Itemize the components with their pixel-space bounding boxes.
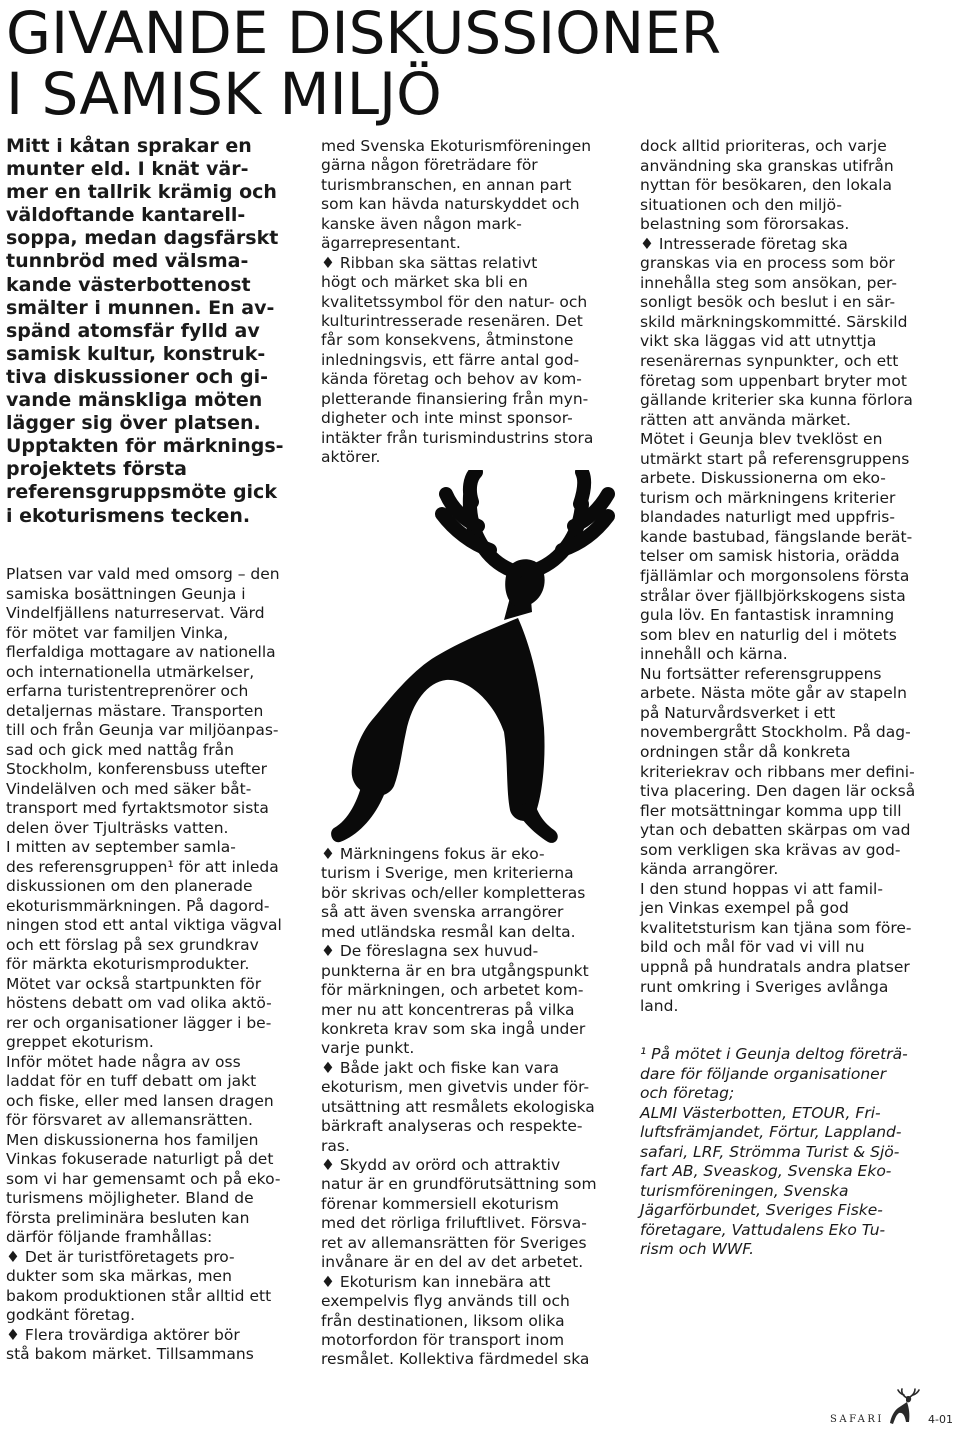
col3-line: runt omkring i Sveriges avlånga — [640, 977, 889, 996]
footnote-line: fart AB, Sveaskog, Svenska Eko- — [640, 1162, 892, 1180]
col1-line: sad och gick med nattåg från — [6, 740, 234, 759]
col1-line: och ett förslag på sex grundkrav — [6, 935, 259, 954]
col2-bottom-line: så att även svenska arrangörer — [321, 903, 564, 922]
col3-line: blandades naturligt med uppfris- — [640, 508, 895, 527]
col1-line: därför följande framhållas: — [6, 1228, 213, 1246]
col3-line: granskas via en process som bör — [640, 254, 895, 273]
lead-line: soppa, medan dagsfärskt — [6, 227, 279, 250]
col3-line: kvalitetsturism kan tjäna som före- — [640, 918, 912, 937]
col2-bottom-line: med utländska resmål kan delta. — [321, 922, 576, 941]
col3-line: strålar över fjällbjörkskogens sista — [640, 586, 906, 605]
lead-line: spänd atomsfär fylld av — [6, 319, 260, 342]
lead-line: väldoftande kantarell- — [6, 204, 246, 227]
col3-line: land. — [640, 997, 679, 1016]
col1-line: laddat för en tuff debatt om jakt — [6, 1072, 257, 1090]
col2-bottom-line: ras. — [321, 1136, 350, 1155]
footnote-line: ALMI Västerbotten, ETOUR, Fri- — [640, 1103, 881, 1122]
col1-line: ♦ Det är turistföretagets pro- — [6, 1247, 235, 1266]
lead-line: Upptakten för märknings- — [6, 435, 284, 458]
col3-line: som blev en naturlig del i mötets — [640, 625, 897, 644]
col2-bottom-line: punkterna är en bra utgångspunkt — [321, 961, 589, 980]
col2-bottom-line: resmålet. Kollektiva färdmedel ska — [321, 1350, 590, 1369]
col1-line: och fiske, eller med lansen dragen — [6, 1091, 274, 1110]
lead-line: samisk kultur, konstruk- — [6, 342, 266, 365]
body-column-2-bottom — [321, 845, 597, 1370]
col2-top-line: ♦ Ribban ska sättas relativt — [321, 253, 538, 272]
lead-line: Mitt i kåtan sprakar en — [6, 135, 252, 157]
col1-line: Vindelfjällens naturreservat. Värd — [6, 604, 265, 622]
col1-line: Vindelälven och med säker båt- — [6, 779, 252, 798]
lead-line: smälter i munnen. En av- — [6, 296, 275, 319]
col3-line: resenärernas synpunkter, och ett — [640, 352, 899, 371]
col3-line: uppnå på hundratals andra platser — [640, 957, 910, 976]
reindeer-logo-icon — [885, 1388, 925, 1428]
col2-top-line: får som konsekvens, åtminstone — [321, 331, 574, 350]
col1-line: delen över Tjulträsks vatten. — [6, 818, 229, 837]
lead-line: kande västerbottenost — [6, 273, 251, 296]
col2-top-line: ägarrepresentant. — [321, 234, 461, 253]
col1-line: detaljernas mästare. Transporten — [6, 701, 264, 720]
col2-top-line: turismbranschen, en annan part — [321, 175, 572, 194]
col1-line: Men diskussionerna hos familjen — [6, 1130, 259, 1149]
col3-line: ytan och debatten skärpas om vad — [640, 821, 911, 840]
col1-line: samiska bosättningen Geunja i — [6, 584, 246, 603]
col3-line: sonligt besök och beslut i en sär- — [640, 293, 896, 312]
col3-line: fler motsättningar komma upp till — [640, 801, 902, 820]
col1-line: för försvaret av allemansrätten. — [6, 1111, 253, 1129]
col3-line: belastning som förorsakas. — [640, 215, 850, 234]
col3-line: arbete. Diskussionerna om eko- — [640, 469, 886, 488]
col1-line: turismens möjligheter. Bland de — [6, 1189, 254, 1207]
col3-line: nyttan för besökaren, den lokala — [640, 176, 892, 195]
col3-line: fjällämlar och morgonsolens första — [640, 567, 910, 586]
col1-line: I mitten av september samla- — [6, 838, 236, 856]
footnote — [640, 1045, 908, 1260]
col1-line: som vi har gemensamt och på eko- — [6, 1169, 281, 1188]
col1-line: för märkta ekoturismprodukter. — [6, 955, 250, 973]
col3-line: ordningen står då konkreta — [640, 742, 851, 761]
col1-line: ♦ Flera trovärdiga aktörer bör — [6, 1325, 240, 1344]
footnote-line: Jägarförbundet, Sveriges Fiske- — [640, 1201, 883, 1219]
footnote-line: företagare, Vattudalens Eko Tu- — [640, 1220, 886, 1239]
col1-line: och internationella utmärkelser, — [6, 662, 255, 681]
col2-bottom-line: med det rörliga friluftlivet. Försva- — [321, 1214, 587, 1233]
col3-line: företag som uppenbart bryter mot — [640, 371, 907, 390]
col2-top-line: intäkter från turismindustrins stora — [321, 428, 594, 447]
col1-line: för mötet var familjen Vinka, — [6, 623, 229, 642]
col3-line: gällande kriterier ska kunna förlora — [640, 391, 913, 410]
col1-line: transport med fyrtaktsmotor sista — [6, 799, 269, 817]
lead-line: munter eld. I knät vär- — [6, 158, 249, 181]
col2-top-line: pletterande finansiering från myn- — [321, 389, 589, 408]
col3-line: telser om samisk historia, orädda — [640, 547, 900, 566]
col2-bottom-line: från destinationen, liksom olika — [321, 1311, 565, 1330]
col3-line: novembergrått Stockholm. På dag- — [640, 723, 911, 742]
col2-bottom-line: utsättning att resmålets ekologiska — [321, 1097, 595, 1116]
col3-line: kande bastubad, fängslande berät- — [640, 527, 913, 546]
body-column-3 — [640, 137, 915, 1017]
col1-line: godkänt företag. — [6, 1306, 136, 1324]
col3-line: innehålla steg som ansökan, per- — [640, 273, 897, 292]
col1-line: rer och organisationer lägger i be- — [6, 1013, 272, 1032]
col2-bottom-line: ret av allemansrätten för Sveriges — [321, 1233, 587, 1252]
col3-line: turism och märkningens kriterier — [640, 488, 896, 507]
lead-line: lägger sig över platsen. — [6, 412, 261, 435]
col1-line: Platsen var vald med omsorg – den — [6, 565, 280, 583]
col1-line: Vinkas fokuserade naturligt på det — [6, 1150, 274, 1168]
footnote-line: turismföreningen, Svenska — [640, 1181, 849, 1200]
col3-line: kriteriekrav och ribbans mer defini- — [640, 762, 915, 781]
lead-line: i ekoturismens tecken. — [6, 504, 251, 527]
col3-line: ♦ Intresserade företag ska — [640, 234, 848, 253]
col2-bottom-line: konkreta krav som ska ingå under — [321, 1019, 586, 1038]
col2-bottom-line: varje punkt. — [321, 1039, 415, 1058]
lead-line: tiva diskussioner och gi- — [6, 365, 269, 388]
col3-line: Nu fortsätter referensgruppens — [640, 664, 882, 683]
col3-line: arbete. Nästa möte går av stapeln — [640, 684, 907, 703]
col1-line: flerfaldiga mottagare av nationella — [6, 643, 276, 661]
col1-line: erfarna turistentreprenörer och — [6, 682, 249, 700]
col3-line: som verkligen ska krävas av god- — [640, 840, 901, 859]
lead-line: vande mänskliga möten — [6, 389, 263, 412]
lead-line: tunnbröd med välsma- — [6, 250, 249, 273]
col2-bottom-line: ekoturism, men givetvis under för- — [321, 1078, 590, 1097]
magazine-brand: SAFARI — [830, 1414, 884, 1425]
col2-bottom-line: mer nu att koncentreras på vilka — [321, 1000, 575, 1019]
col2-top-line: kanske även någon mark- — [321, 214, 522, 233]
footnote-line: safari, LRF, Strömma Turist & Sjö- — [640, 1142, 900, 1161]
lead-line: referensgruppsmöte gick — [6, 481, 277, 504]
col2-top-line: kvalitetssymbol för den natur- och — [321, 292, 588, 311]
col3-line: jen Vinkas exempel på god — [640, 899, 849, 918]
col2-bottom-line: ♦ Märkningens fokus är eko- — [321, 845, 545, 863]
footnote-line: ¹ På mötet i Geunja deltog företrä- — [640, 1045, 908, 1063]
col1-line: Mötet var också startpunkten för — [6, 974, 262, 993]
col2-top-line: inledningsvis, ett färre antal god- — [321, 350, 580, 369]
col1-line: diskussionen om den planerade — [6, 877, 253, 895]
col3-line: skild märkningskommitté. Särskild — [640, 312, 908, 331]
reindeer-rock-art-icon — [318, 470, 620, 846]
col2-top-line: digheter och inte minst sponsor- — [321, 409, 573, 428]
col2-top-line: med Svenska Ekoturismföreningen — [321, 137, 592, 155]
col3-line: på Naturvårdsverket i ett — [640, 703, 836, 722]
col1-line: dukter som ska märkas, men — [6, 1267, 232, 1285]
col2-top-line: gärna någon företrädare för — [321, 156, 538, 175]
col1-line: ekoturismmärkningen. På dagord- — [6, 896, 270, 915]
col2-top-line: kända företag och behov av kom- — [321, 370, 582, 389]
col2-bottom-line: natur är en grundförutsättning som — [321, 1175, 597, 1194]
col1-line: Inför mötet hade några av oss — [6, 1052, 241, 1071]
page-number: 4-01 — [928, 1413, 953, 1426]
col2-bottom-line: bärkraft analyseras och respekte- — [321, 1117, 583, 1136]
footnote-line: rism och WWF. — [640, 1240, 755, 1258]
body-column-1 — [6, 565, 282, 1365]
col1-line: greppet ekoturism. — [6, 1033, 154, 1051]
col3-line: vikt ska läggas vid att utnyttja — [640, 332, 877, 351]
col3-line: rätten att använda märket. — [640, 410, 851, 429]
col3-line: situationen och den miljö- — [640, 195, 843, 214]
page-title-line-1: GIVANDE DISKUSSIONER — [6, 0, 722, 67]
col1-line: des referensgruppen¹ för att inleda — [6, 857, 279, 876]
lead-line: mer en tallrik krämig och — [6, 181, 277, 204]
col3-line: kända arrangörer. — [640, 860, 779, 879]
col3-line: användning ska granskas utifrån — [640, 156, 894, 175]
footnote-line: och företag; — [640, 1084, 735, 1102]
page-title-line-2: I SAMISK MILJÖ — [6, 60, 442, 128]
col2-bottom-line: motorfordon för transport inom — [321, 1330, 565, 1349]
col2-bottom-line: för märkningen, och arbetet kom- — [321, 981, 584, 1000]
col1-line: bakom produktionen står alltid ett — [6, 1286, 272, 1305]
footnote-line: luftsfrämjandet, Förtur, Lappland- — [640, 1123, 902, 1141]
col3-line: Mötet i Geunja blev tveklöst en — [640, 430, 883, 449]
col2-bottom-line: bör skrivas och/eller kompletteras — [321, 883, 586, 902]
col1-line: höstens debatt om vad olika aktö- — [6, 994, 272, 1012]
col2-top-line: högt och märket ska bli en — [321, 273, 528, 292]
col1-line: stå bakom märket. Tillsammans — [6, 1345, 254, 1363]
col2-bottom-line: exempelvis flyg används till och — [321, 1292, 570, 1311]
col2-bottom-line: turism i Sverige, men kriterierna — [321, 864, 574, 883]
col3-line: I den stund hoppas vi att famil- — [640, 879, 883, 898]
col2-bottom-line: förenar kommersiell ekoturism — [321, 1194, 559, 1213]
col3-line: bild och mål för vad vi vill nu — [640, 938, 865, 957]
lead-paragraph — [6, 135, 284, 528]
body-column-2-top — [321, 137, 593, 467]
col3-line: tiva placering. Den dagen lär också — [640, 782, 916, 801]
col3-line: utmärkt start på referensgruppens — [640, 449, 910, 468]
footnote-line: dare för följande organisationer — [640, 1064, 887, 1083]
col3-line: dock alltid prioriteras, och varje — [640, 137, 887, 155]
col2-bottom-line: ♦ Ekoturism kan innebära att — [321, 1272, 551, 1291]
col1-line: Stockholm, konferensbuss utefter — [6, 760, 268, 778]
col2-top-line: som kan hävda naturskyddet och — [321, 195, 580, 214]
col2-bottom-line: invånare är en del av det arbetet. — [321, 1253, 584, 1272]
col2-top-line: aktörer. — [321, 448, 381, 466]
lead-line: projektets första — [6, 458, 187, 481]
col2-bottom-line: ♦ De föreslagna sex huvud- — [321, 942, 539, 961]
col3-line: innehåll och kärna. — [640, 645, 788, 664]
col1-line: första preliminära besluten kan — [6, 1208, 250, 1227]
col2-bottom-line: ♦ Både jakt och fiske kan vara — [321, 1058, 560, 1077]
col1-line: ningen stod ett antal viktiga vägval — [6, 916, 282, 934]
col2-bottom-line: ♦ Skydd av orörd och attraktiv — [321, 1156, 561, 1174]
col2-top-line: kulturintresserade resenären. Det — [321, 311, 583, 330]
col3-line: gula löv. En fantastisk inramning — [640, 606, 895, 625]
col1-line: till och från Geunja var miljöanpas- — [6, 721, 279, 739]
